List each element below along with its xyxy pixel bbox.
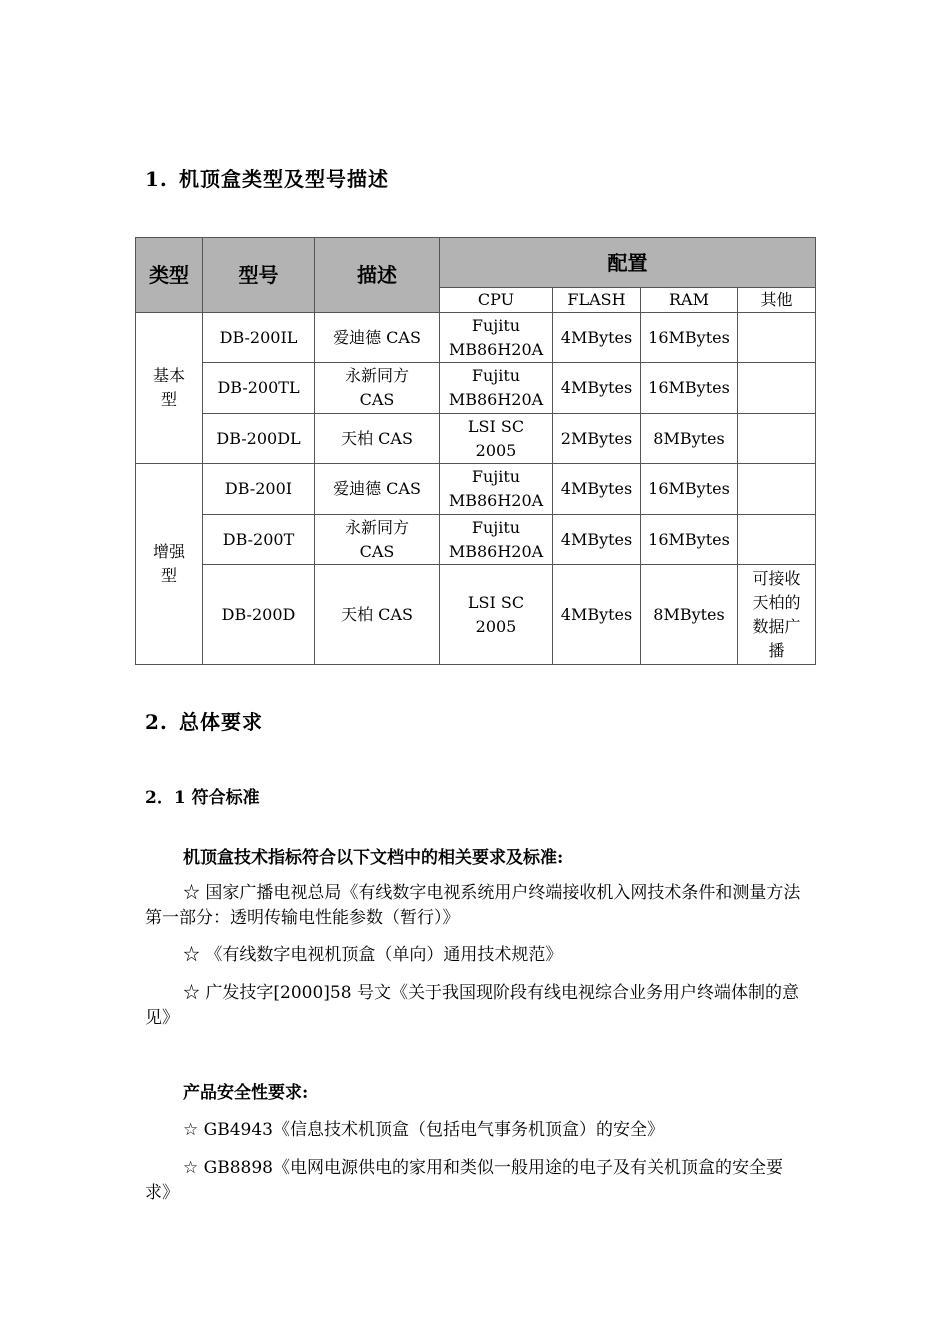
cell-ram: 8MBytes: [641, 414, 738, 464]
cell-ram: 8MBytes: [641, 565, 738, 665]
cell-cpu: LSI SC 2005: [440, 565, 553, 665]
cell-other: [738, 313, 816, 363]
cell-desc: 永新同方 CAS: [315, 515, 440, 565]
header-model: 型号: [203, 238, 315, 313]
safety-item: ☆ GB4943《信息技术机顶盒（包括电气事务机顶盒）的安全》: [183, 1120, 664, 1140]
table-row: [136, 313, 816, 363]
cell-model: DB-200DL: [203, 414, 315, 464]
cell-cpu: Fujitu MB86H20A: [440, 464, 553, 515]
standards-intro: 机顶盒技术指标符合以下文档中的相关要求及标准:: [183, 848, 564, 868]
cell-ram: 16MBytes: [641, 363, 738, 414]
group-basic: 基本型: [136, 313, 203, 464]
table-row: [136, 414, 816, 464]
standard-item: ☆ 《有线数字电视机顶盒（单向）通用技术规范》: [183, 945, 563, 965]
subheader-flash: FLASH: [553, 288, 641, 313]
cell-flash: 4MBytes: [553, 565, 641, 665]
cell-desc: 永新同方 CAS: [315, 363, 440, 414]
group-enhanced: 增强型: [136, 464, 203, 665]
cell-cpu: Fujitu MB86H20A: [440, 313, 553, 363]
section-2-1-heading: 2．1 符合标准: [145, 788, 260, 808]
cell-flash: 4MBytes: [553, 363, 641, 414]
cell-other: [738, 414, 816, 464]
cell-other: 可接收天柏的数据广播: [738, 565, 816, 665]
table-row: [136, 363, 816, 414]
spec-table: [135, 237, 816, 665]
cell-cpu: Fujitu MB86H20A: [440, 515, 553, 565]
safety-item: ☆ GB8898《电网电源供电的家用和类似一般用途的电子及有关机顶盒的安全要求》: [145, 1158, 783, 1203]
cell-model: DB-200T: [203, 515, 315, 565]
cell-flash: 4MBytes: [553, 313, 641, 363]
safety-intro: 产品安全性要求:: [183, 1083, 309, 1103]
table-row: [136, 464, 816, 515]
cell-ram: 16MBytes: [641, 313, 738, 363]
cell-desc: 爱迪德 CAS: [315, 313, 440, 363]
cell-desc: 爱迪德 CAS: [315, 464, 440, 515]
cell-flash: 4MBytes: [553, 464, 641, 515]
cell-other: [738, 464, 816, 515]
section-1-title: 机顶盒类型及型号描述: [179, 167, 389, 191]
standard-item: ☆ 国家广播电视总局《有线数字电视系统用户终端接收机入网技术条件和测量方法第一部分：透明传输电性能参数（暂行）》: [145, 883, 801, 928]
header-type: 类型: [136, 238, 203, 313]
header-desc: 描述: [315, 238, 440, 313]
table-row: [136, 565, 816, 665]
cell-flash: 4MBytes: [553, 515, 641, 565]
cell-desc: 天柏 CAS: [315, 414, 440, 464]
section-2-number: 2.: [145, 710, 168, 734]
header-config: 配置: [440, 238, 816, 288]
section-1-heading: [145, 163, 389, 192]
section-1-number: 1.: [145, 167, 168, 191]
cell-desc: 天柏 CAS: [315, 565, 440, 665]
section-2-heading: [145, 706, 263, 735]
cell-other: [738, 363, 816, 414]
cell-ram: 16MBytes: [641, 464, 738, 515]
cell-cpu: LSI SC 2005: [440, 414, 553, 464]
cell-cpu: Fujitu MB86H20A: [440, 363, 553, 414]
standard-item: ☆ 广发技字[2000]58 号文《关于我国现阶段有线电视综合业务用户终端体制的意见》: [145, 983, 799, 1028]
subheader-other: 其他: [738, 288, 816, 313]
cell-ram: 16MBytes: [641, 515, 738, 565]
cell-flash: 2MBytes: [553, 414, 641, 464]
cell-model: DB-200I: [203, 464, 315, 515]
subheader-cpu: CPU: [440, 288, 553, 313]
cell-model: DB-200D: [203, 565, 315, 665]
cell-other: [738, 515, 816, 565]
cell-model: DB-200TL: [203, 363, 315, 414]
section-2-title: 总体要求: [179, 710, 263, 734]
table-row: [136, 515, 816, 565]
subheader-ram: RAM: [641, 288, 738, 313]
cell-model: DB-200IL: [203, 313, 315, 363]
